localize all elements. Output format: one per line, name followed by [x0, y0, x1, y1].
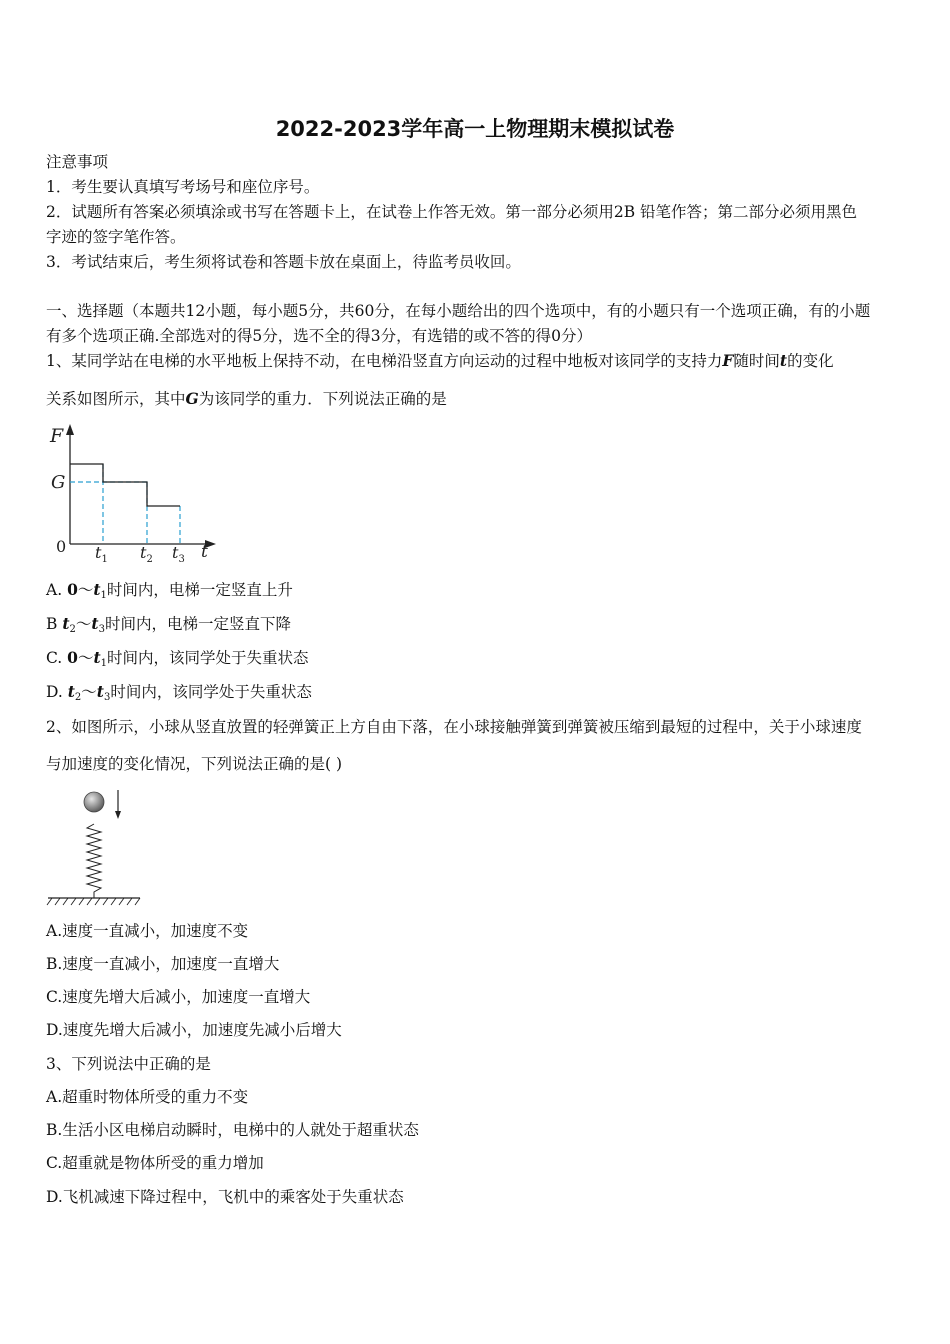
- q1-stem-text: 的变化: [787, 352, 834, 370]
- notice-item-2-cont: 字迹的签字笔作答。: [46, 228, 186, 246]
- q1-stem-var-t: t: [779, 351, 788, 370]
- tick-sub: 2: [146, 554, 153, 565]
- page-title: 2022-2023学年高一上物理期末模拟试卷: [275, 117, 675, 141]
- q1-stem-var-F: F: [722, 351, 734, 370]
- option-text: 时间内，电梯一定竖直下降: [104, 615, 291, 633]
- q2-stem-line1: 2、如图所示，小球从竖直放置的轻弹簧正上方自由下落，在小球接触弹簧到弹簧被压缩到最短的过程中，关于小球速度: [46, 718, 862, 736]
- q1-stem-text: 关系如图所示，其中: [46, 390, 186, 408]
- option-prefix: C.: [46, 649, 68, 667]
- q1-stem-text: 为该同学的重力．下列说法正确的是: [198, 390, 447, 408]
- option-sub: 3: [98, 624, 105, 635]
- tick-sub: 3: [178, 554, 185, 565]
- graph-tick-t2: [140, 543, 153, 565]
- q1-stem-var-G: G: [185, 389, 199, 408]
- q1-option-a: [46, 580, 293, 606]
- option-sep: ～: [77, 649, 94, 667]
- q3-option-c: C.超重就是物体所受的重力增加: [46, 1154, 264, 1172]
- q3-stem: 3、下列说法中正确的是: [46, 1055, 211, 1073]
- option-sub: 3: [103, 692, 111, 703]
- option-var: t: [96, 682, 104, 701]
- option-var: t: [62, 614, 70, 633]
- option-sub: 1: [100, 658, 108, 669]
- tick-sub: 1: [101, 554, 108, 565]
- spring: [87, 824, 101, 898]
- down-arrow-icon: [115, 811, 121, 819]
- option-var: 0: [67, 580, 78, 599]
- option-sep: ～: [77, 581, 94, 599]
- notice-heading: 注意事项: [46, 153, 109, 171]
- tick-var: t: [172, 543, 179, 562]
- notice-item-2: 2．试题所有答案必须填涂或书写在答题卡上，在试卷上作答无效。第一部分必须用2B 铅笔作答；第二部分必须用黑色: [46, 203, 858, 221]
- option-text: 时间内，该同学处于失重状态: [107, 649, 309, 667]
- q2-stem-line2: 与加速度的变化情况，下列说法正确的是( ): [46, 755, 343, 773]
- option-sub: 2: [74, 692, 82, 703]
- section-instructions-1: 一、选择题（本题共12小题，每小题5分，共60分，在每小题给出的四个选项中，有的小题只有一个选项正确，有的小题: [46, 302, 871, 320]
- option-sub: 1: [100, 590, 107, 601]
- force-step-curve: [70, 464, 180, 506]
- q3-option-d: D.飞机减速下降过程中，飞机中的乘客处于失重状态: [46, 1188, 404, 1206]
- graph-tick-t3: [172, 543, 185, 565]
- ball: [84, 792, 104, 812]
- option-var: t: [93, 580, 101, 599]
- option-var: t: [93, 648, 101, 667]
- tick-var: t: [95, 543, 102, 562]
- q1-option-d: [46, 682, 312, 708]
- option-sep: ～: [75, 615, 92, 633]
- q2-ball-spring-figure: [44, 786, 144, 908]
- graph-axis-y-label: F: [50, 425, 64, 447]
- section-instructions-2: 有多个选项正确.全部选对的得5分，选不全的得3分，有选错的或不答的得0分）: [46, 327, 593, 345]
- option-var: 0: [67, 648, 78, 667]
- q1-option-b: [46, 614, 291, 640]
- graph-tick-t1: [95, 543, 108, 565]
- q2-option-b: B.速度一直减小，加速度一直增大: [46, 955, 280, 973]
- q2-option-c: C.速度先增大后减小，加速度一直增大: [46, 988, 311, 1006]
- option-var: t: [91, 614, 99, 633]
- q1-stem-text: 1、某同学站在电梯的水平地板上保持不动，在电梯沿竖直方向运动的过程中地板对该同学的支持力: [46, 352, 723, 370]
- y-axis-arrow-icon: [66, 424, 74, 435]
- option-sub: 2: [69, 624, 76, 635]
- q1-force-time-graph: [44, 420, 224, 565]
- q2-option-d: D.速度先增大后减小，加速度先减小后增大: [46, 1021, 342, 1039]
- option-prefix: B: [46, 615, 63, 633]
- q3-option-a: A.超重时物体所受的重力不变: [46, 1088, 249, 1106]
- graph-origin-label: 0: [56, 537, 67, 556]
- graph-axis-x-label: t: [201, 542, 208, 562]
- option-prefix: A.: [46, 581, 68, 599]
- q1-stem-line2: [46, 389, 447, 409]
- q1-stem-text: 随时间: [733, 352, 780, 370]
- q1-option-c: [46, 648, 309, 674]
- notice-item-3: 3．考试结束后，考生须将试卷和答题卡放在桌面上，待监考员收回。: [46, 253, 521, 271]
- option-text: 时间内，该同学处于失重状态: [110, 683, 312, 701]
- ground-hatching: [47, 898, 140, 905]
- option-sep: ～: [81, 683, 97, 701]
- notice-item-1: 1．考生要认真填写考场号和座位序号。: [46, 178, 320, 196]
- q3-option-b: B.生活小区电梯启动瞬时，电梯中的人就处于超重状态: [46, 1121, 419, 1139]
- option-var: t: [67, 682, 75, 701]
- q2-option-a: A.速度一直减小，加速度不变: [46, 922, 249, 940]
- option-text: 时间内，电梯一定竖直上升: [106, 581, 293, 599]
- graph-level-label: G: [51, 472, 66, 493]
- option-prefix: D.: [46, 683, 68, 701]
- q1-stem-line1: [46, 351, 834, 371]
- tick-var: t: [140, 543, 147, 562]
